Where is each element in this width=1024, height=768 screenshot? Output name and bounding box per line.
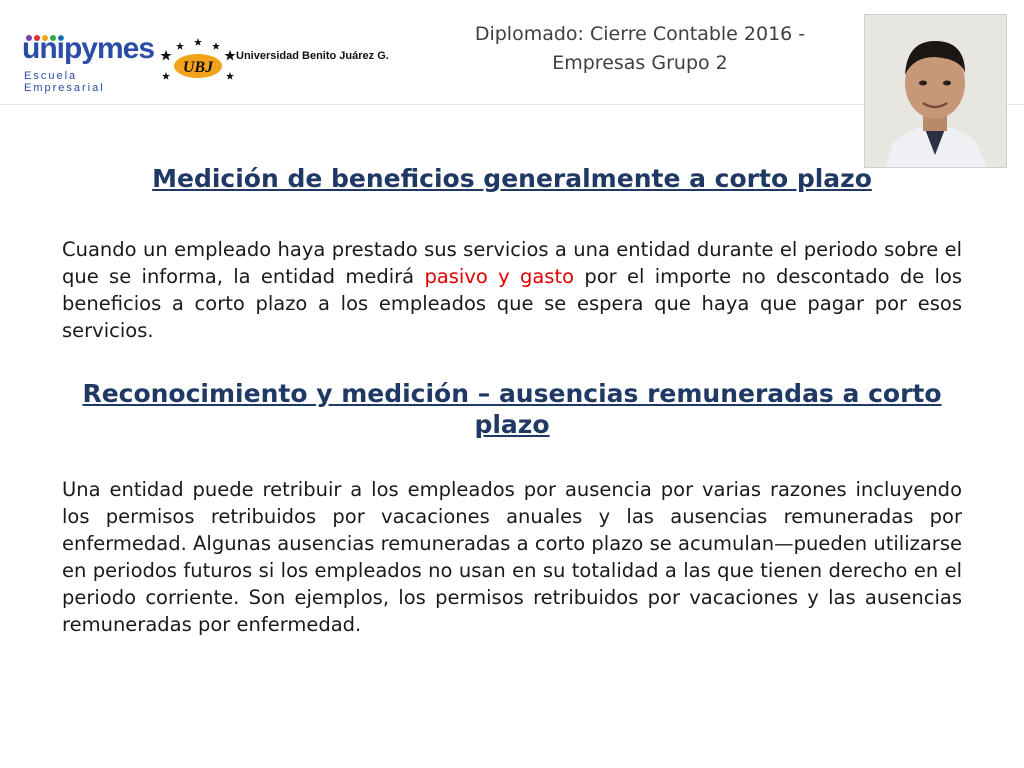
presenter-photo	[864, 14, 1007, 168]
paragraph-text-before: Cuando un empleado haya prestado sus servicios a una entidad durante el periodo sobre el que se informa, la entidad medirá	[62, 238, 962, 288]
unipymes-wordmark: unipymes	[22, 32, 155, 65]
unipymes-logo	[22, 28, 155, 94]
slide-content	[62, 164, 962, 638]
course-title	[440, 20, 840, 78]
course-title-line2: Empresas Grupo 2	[552, 52, 728, 74]
ubj-university-name: Universidad Benito Juárez G.	[236, 50, 389, 62]
ubj-logo	[160, 36, 410, 84]
section-paragraph-absences: Una entidad puede retribuir a los empleados por ausencia por varias razones incluyendo los permisos retribuidos por vacaciones anuales y las ausencias remuneradas por enfermedad. Algunas ausencias remuneradas a corto plazo se acumulan—pueden utilizarse en periodos futuros si los empleados no usan en su totalidad a las que tienen derecho en el periodo corriente. Son ejemplos, los permisos retribuidos por vacaciones y las ausencias remuneradas por enfermedad.	[62, 478, 962, 636]
svg-text:UBJ: UBJ	[182, 59, 214, 76]
ubj-seal-icon	[160, 36, 236, 84]
slide-header	[0, 0, 1024, 105]
paragraph-text-after: por el importe no descontado de los beneficios a corto plazo a los empleados que se espera que haya que pagar por esos servicios.	[62, 265, 963, 342]
section-heading-measurement: Medición de beneficios generalmente a corto plazo	[152, 164, 872, 193]
presenter-photo-icon	[865, 15, 1006, 167]
section-heading-absences: Reconocimiento y medición – ausencias remuneradas a corto plazo	[82, 379, 942, 439]
section-paragraph-measurement	[62, 236, 962, 344]
unipymes-tagline: Escuela Empresarial	[24, 70, 105, 94]
course-title-line1: Diplomado: Cierre Contable 2016 -	[474, 23, 806, 45]
highlight-pasivo-gasto: pasivo y gasto	[424, 265, 575, 288]
